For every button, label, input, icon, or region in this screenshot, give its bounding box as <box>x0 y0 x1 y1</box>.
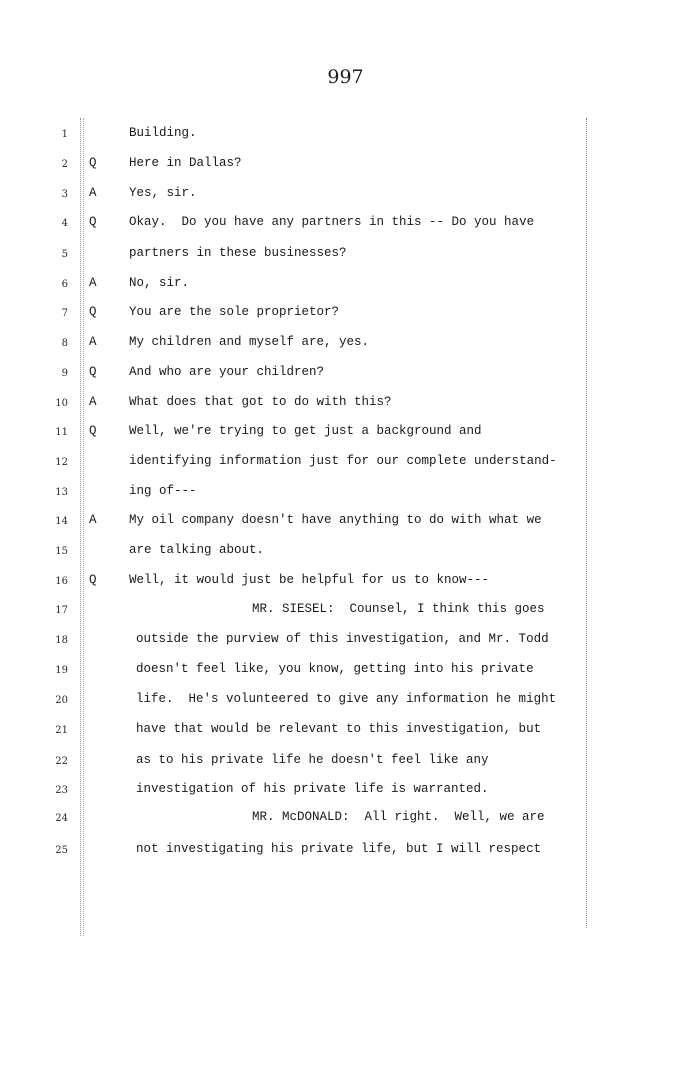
line-text: What does that got to do with this? <box>129 395 392 409</box>
speaker-label: A <box>89 186 97 200</box>
transcript-line <box>0 720 691 744</box>
transcript-line <box>0 333 691 357</box>
line-number: 10 <box>55 398 68 409</box>
speaker-label: Q <box>89 424 97 438</box>
line-number: 1 <box>61 129 68 140</box>
transcript-line <box>0 154 691 178</box>
transcript-line <box>0 600 691 624</box>
transcript-line <box>0 690 691 714</box>
line-number: 13 <box>55 487 68 498</box>
line-text: Well, we're trying to get just a background and <box>129 424 482 438</box>
line-text: No, sir. <box>129 276 190 290</box>
transcript-line <box>0 808 691 832</box>
transcript-line <box>0 482 691 506</box>
transcript-line <box>0 541 691 565</box>
line-number: 3 <box>61 189 68 200</box>
line-text: MR. SIESEL: Counsel, I think this goes <box>252 602 545 616</box>
line-number: 4 <box>61 218 68 229</box>
transcript-line <box>0 184 691 208</box>
line-number: 22 <box>55 756 68 767</box>
transcript-line <box>0 840 691 864</box>
speaker-label: Q <box>89 156 97 170</box>
line-text: have that would be relevant to this investigation, but <box>136 722 542 736</box>
line-text: doesn't feel like, you know, getting into his private <box>136 662 534 676</box>
line-text: as to his private life he doesn't feel like any <box>136 753 489 767</box>
line-text: Here in Dallas? <box>129 156 242 170</box>
transcript-line <box>0 630 691 654</box>
line-number: 23 <box>55 785 68 796</box>
line-number: 20 <box>55 695 68 706</box>
transcript-line <box>0 244 691 268</box>
line-text: Okay. Do you have any partners in this -- Do you have <box>129 215 535 229</box>
line-text: Yes, sir. <box>129 186 197 200</box>
line-text: Well, it would just be helpful for us to know--- <box>129 573 490 587</box>
transcript-line <box>0 780 691 804</box>
transcript-line <box>0 511 691 535</box>
line-text: not investigating his private life, but I will respect <box>136 842 542 856</box>
line-text: Building. <box>129 126 197 140</box>
line-text: MR. McDONALD: All right. Well, we are <box>252 810 545 824</box>
line-number: 19 <box>55 665 68 676</box>
line-number: 17 <box>55 605 68 616</box>
speaker-label: Q <box>89 365 97 379</box>
speaker-label: A <box>89 276 97 290</box>
line-text: investigation of his private life is warranted. <box>136 782 489 796</box>
line-number: 7 <box>61 308 68 319</box>
line-number: 25 <box>55 845 68 856</box>
line-number: 21 <box>55 725 68 736</box>
line-text: And who are your children? <box>129 365 325 379</box>
speaker-label: A <box>89 513 97 527</box>
line-text: ing of--- <box>129 484 197 498</box>
speaker-label: Q <box>89 215 97 229</box>
line-text: life. He's volunteered to give any information he might <box>136 692 557 706</box>
speaker-label: Q <box>89 573 97 587</box>
line-number: 18 <box>55 635 68 646</box>
line-number: 11 <box>55 427 68 438</box>
line-number: 8 <box>61 338 68 349</box>
page-number: 997 <box>327 66 364 88</box>
line-text: You are the sole proprietor? <box>129 305 340 319</box>
transcript-line <box>0 303 691 327</box>
speaker-label: A <box>89 335 97 349</box>
transcript-line <box>0 571 691 595</box>
transcript-line <box>0 274 691 298</box>
line-text: My children and myself are, yes. <box>129 335 370 349</box>
line-number: 14 <box>55 516 68 527</box>
line-text: identifying information just for our complete understand- <box>129 454 557 468</box>
transcript-line <box>0 393 691 417</box>
speaker-label: A <box>89 395 97 409</box>
line-text: partners in these businesses? <box>129 246 347 260</box>
line-number: 16 <box>55 576 68 587</box>
line-text: My oil company doesn't have anything to do with what we <box>129 513 542 527</box>
speaker-label: Q <box>89 305 97 319</box>
line-text: are talking about. <box>129 543 265 557</box>
line-number: 2 <box>61 159 68 170</box>
transcript-line <box>0 124 691 148</box>
transcript-line <box>0 213 691 237</box>
transcript-line <box>0 422 691 446</box>
line-number: 6 <box>61 279 68 290</box>
transcript-line <box>0 363 691 387</box>
line-text: outside the purview of this investigation, and Mr. Todd <box>136 632 549 646</box>
transcript-line <box>0 452 691 476</box>
line-number: 5 <box>61 249 68 260</box>
line-number: 9 <box>61 368 68 379</box>
line-number: 15 <box>55 546 68 557</box>
line-number: 12 <box>55 457 68 468</box>
line-number: 24 <box>55 813 68 824</box>
transcript-line <box>0 751 691 775</box>
transcript-line <box>0 660 691 684</box>
